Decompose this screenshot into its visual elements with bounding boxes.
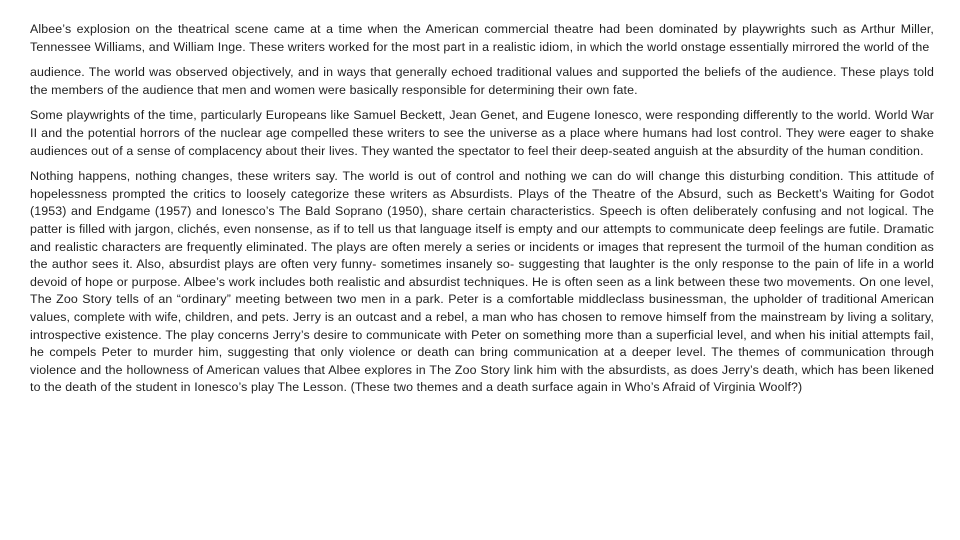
slide-text-body — [30, 21, 934, 521]
paragraph-4: Nothing happens, nothing changes, these writers say. The world is out of control and nothing we can do will change this disturbing condition. This attitude of hopelessness prompted the critics to loosely categorize these writers as Absurdists. Plays of the Theatre of the Absurd, such as Beckett’s Waiting for Godot (1953) and Endgame (1957) and Ionesco’s The Bald Soprano (1950), share certain characteristics. Speech is often deliberately confusing and not logical. The patter is filled with jargon, clichés, even nonsense, as if to tell us that language itself is empty and our attempts to communicate deep feelings are futile. Dramatic and realistic characters are frequently eliminated. The plays are often merely a series or incidents or images that represent the turmoil of the human condition as the author sees it. Also, absurdist plays are often very funny- sometimes insanely so- suggesting that laughter is the only response to the pain of life in a world devoid of hope or purpose. Albee’s work includes both realistic and absurdist techniques. He is often seen as a link between these two movements. On one level, The Zoo Story tells of an “ordinary” meeting between two men in a park. Peter is a comfortable middleclass businessman, the upholder of traditional American values, complete with wife, children, and pets. Jerry is an outcast and a rebel, a man who has chosen to remove himself from the mainstream by living a solitary, introspective existence. The play concerns Jerry’s desire to communicate with Peter on something more than a superficial level, and when his initial attempts fail, he compels Peter to murder him, suggesting that only violence or death can bring communication at a deeper level. The themes of communication through violence and the hollowness of American values that Albee explores in The Zoo Story link him with the absurdists, as does Jerry’s death, which has been likened to the death of the student in Ionesco’s play The Lesson. (These two themes and a death surface again in Who’s Afraid of Virginia Woolf?) — [30, 169, 934, 395]
paragraph-1: Albee’s explosion on the theatrical scene came at a time when the American commercial theatre had been dominated by playwrights such as Arthur Miller, Tennessee Williams, and William Inge. These writers worked for the most part in a realistic idiom, in which the world onstage essentially mirrored the world of the — [30, 22, 934, 54]
paragraph-3: Some playwrights of the time, particularly Europeans like Samuel Beckett, Jean Genet, and Eugene Ionesco, were responding differently to the world. World War II and the potential horrors of the nuclear age compelled these writers to see the universe as a place where humans had lost control. They were eager to shake audiences out of a sense of complacency about their lives. They wanted the spectator to feel their deep-seated anguish at the absurdity of the human condition. — [30, 108, 934, 158]
paragraph-2: audience. The world was observed objectively, and in ways that generally echoed traditional values and supported the beliefs of the audience. These plays told the members of the audience that men and women were basically responsible for determining their own fate. — [30, 65, 934, 97]
